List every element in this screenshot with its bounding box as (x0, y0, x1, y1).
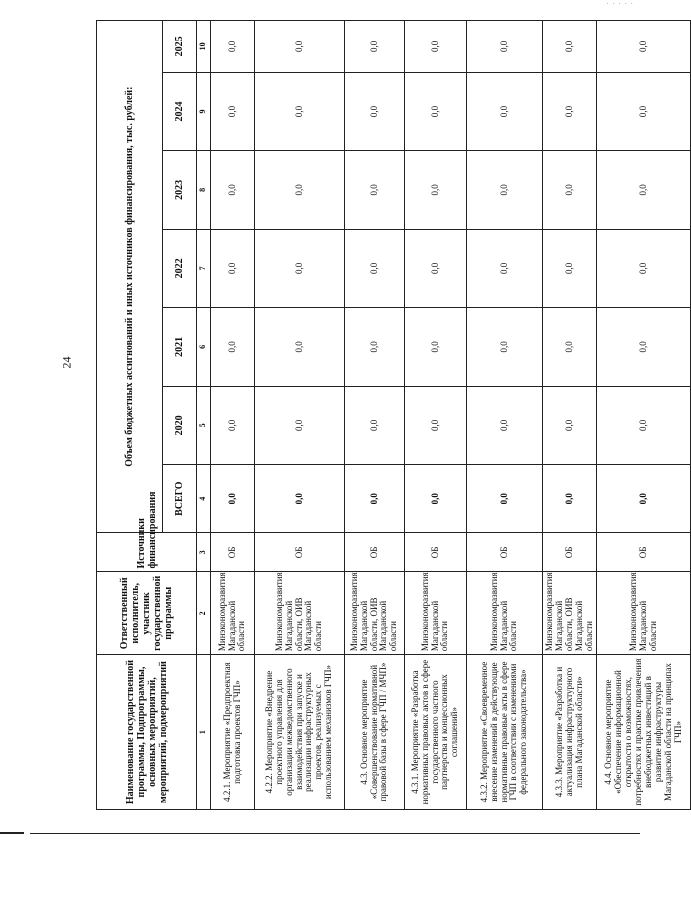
table-row (255, 21, 345, 810)
row-source-cell: ОБ (543, 533, 597, 572)
row-year-value-cell: 0,0 (405, 386, 467, 464)
table-row (405, 21, 467, 810)
row-responsible-cell: Минэкономразвития Магаданской области, ОИВ Магаданской области (543, 572, 597, 655)
row-name-cell: 4.4. Основное мероприятие «Обеспечение информационной открытости о возможностях, потребностях и практике привлечения внебюджетных инвестиций в развитие инфраструктуры Магаданской области на принципах ГЧП» (597, 655, 691, 810)
row-year-value-cell: 0,0 (211, 151, 255, 229)
row-source-cell: ОБ (467, 533, 543, 572)
row-name-cell: 4.3.1. Мероприятие «Разработка нормативных правовых актов в сфере государственного частного партнерства и концессионных соглашений» (405, 655, 467, 810)
col-index: 6 (197, 308, 211, 386)
header-responsible: Ответственный исполнитель, участник государственной программы (97, 572, 197, 655)
row-year-value-cell: 0,0 (597, 21, 691, 73)
row-year-value-cell: 0,0 (255, 21, 345, 73)
header-year: 2024 (163, 72, 197, 150)
financing-table (96, 20, 691, 810)
row-year-value-cell: 0,0 (467, 72, 543, 150)
page-bottom-rule (30, 833, 640, 834)
row-name-cell: 4.2.2. Мероприятие «Внедрение проектного управления для организации межведомственного взаимодействия при запуске и реализации инфраструктурных проектов, реализуемых с использованием механизмов ГЧП» (255, 655, 345, 810)
table-row (597, 21, 691, 810)
row-year-value-cell: 0,0 (211, 72, 255, 150)
row-year-value-cell: 0,0 (405, 229, 467, 307)
col-index: 1 (197, 655, 211, 810)
header-year: 2023 (163, 151, 197, 229)
row-year-value-cell: 0,0 (345, 21, 405, 73)
scan-edge-line (0, 832, 24, 834)
row-year-value-cell: 0,0 (597, 72, 691, 150)
row-responsible-cell: Минэкономразвития Магаданской области (405, 572, 467, 655)
table-row (543, 21, 597, 810)
index-row (197, 21, 211, 810)
row-total-cell: 0,0 (211, 465, 255, 533)
row-year-value-cell: 0,0 (597, 386, 691, 464)
col-index: 7 (197, 229, 211, 307)
col-index: 2 (197, 572, 211, 655)
row-name-cell: 4.3.2. Мероприятие «Своевременное внесение изменений в действующие нормативные правовые акты в сфере ГЧП в соответствии с изменениями федерального законодательства» (467, 655, 543, 810)
header-year: 2021 (163, 308, 197, 386)
row-year-value-cell: 0,0 (211, 21, 255, 73)
row-year-value-cell: 0,0 (467, 151, 543, 229)
row-year-value-cell: 0,0 (345, 308, 405, 386)
row-name-cell: 4.3. Основное мероприятие «Совершенствование нормативной правовой базы в сфере ГЧП / МЧП» (345, 655, 405, 810)
row-total-cell: 0,0 (405, 465, 467, 533)
row-year-value-cell: 0,0 (543, 229, 597, 307)
header-name: Наименование государственной программы, Подпрограммы, основных мероприятий, мероприятий, подмероприятий (97, 655, 197, 810)
row-total-cell: 0,0 (543, 465, 597, 533)
rotated-table (96, 20, 683, 810)
row-year-value-cell: 0,0 (543, 72, 597, 150)
row-year-value-cell: 0,0 (405, 21, 467, 73)
row-year-value-cell: 0,0 (467, 21, 543, 73)
row-year-value-cell: 0,0 (467, 308, 543, 386)
col-index: 8 (197, 151, 211, 229)
row-responsible-cell: Минэкономразвития Магаданской области (211, 572, 255, 655)
row-year-value-cell: 0,0 (597, 229, 691, 307)
row-year-value-cell: 0,0 (543, 151, 597, 229)
row-source-cell: ОБ (211, 533, 255, 572)
col-index: 3 (197, 533, 211, 572)
header-year: 2025 (163, 21, 197, 73)
row-source-cell: ОБ (345, 533, 405, 572)
header-year: 2022 (163, 229, 197, 307)
row-source-cell: ОБ (255, 533, 345, 572)
row-responsible-cell: Минэкономразвития Магаданской области (467, 572, 543, 655)
table-row (345, 21, 405, 810)
row-responsible-cell: Минэкономразвития Магаданской области (597, 572, 691, 655)
page-number: 24 (59, 356, 74, 369)
col-index: 9 (197, 72, 211, 150)
row-source-cell: ОБ (405, 533, 467, 572)
row-year-value-cell: 0,0 (345, 386, 405, 464)
row-total-cell: 0,0 (597, 465, 691, 533)
table-row (467, 21, 543, 810)
row-year-value-cell: 0,0 (543, 386, 597, 464)
row-year-value-cell: 0,0 (543, 308, 597, 386)
row-year-value-cell: 0,0 (543, 21, 597, 73)
row-year-value-cell: 0,0 (255, 151, 345, 229)
table-container (96, 20, 683, 810)
row-name-cell: 4.2.1. Мероприятие «Предпроектная подготовка проектов ГЧП» (211, 655, 255, 810)
header-year: ВСЕГО (163, 465, 197, 533)
row-year-value-cell: 0,0 (405, 72, 467, 150)
row-year-value-cell: 0,0 (211, 386, 255, 464)
col-index: 4 (197, 465, 211, 533)
row-name-cell: 4.3.3. Мероприятие «Разработка и актуализация инфраструктурного плана Магаданской области» (543, 655, 597, 810)
row-total-cell: 0,0 (255, 465, 345, 533)
row-year-value-cell: 0,0 (255, 72, 345, 150)
row-responsible-cell: Минэкономразвития Магаданской области, ОИВ Магаданской области (345, 572, 405, 655)
row-year-value-cell: 0,0 (345, 151, 405, 229)
header-year: 2020 (163, 386, 197, 464)
row-responsible-cell: Минэкономразвития Магаданской области, ОИВ Магаданской области (255, 572, 345, 655)
row-year-value-cell: 0,0 (405, 151, 467, 229)
row-year-value-cell: 0,0 (255, 386, 345, 464)
row-year-value-cell: 0,0 (255, 229, 345, 307)
scan-corner-mark: · · · · · (606, 0, 634, 8)
col-index: 10 (197, 21, 211, 73)
row-year-value-cell: 0,0 (345, 72, 405, 150)
row-year-value-cell: 0,0 (255, 308, 345, 386)
row-year-value-cell: 0,0 (597, 151, 691, 229)
row-year-value-cell: 0,0 (405, 308, 467, 386)
header-source: Источники финансирования (97, 533, 197, 572)
row-year-value-cell: 0,0 (467, 229, 543, 307)
row-total-cell: 0,0 (345, 465, 405, 533)
row-year-value-cell: 0,0 (211, 308, 255, 386)
row-year-value-cell: 0,0 (345, 229, 405, 307)
row-year-value-cell: 0,0 (211, 229, 255, 307)
row-year-value-cell: 0,0 (597, 308, 691, 386)
row-total-cell: 0,0 (467, 465, 543, 533)
table-row (211, 21, 255, 810)
header-volume: Объем бюджетных ассигнований и иных источников финансирования, тыс. рублей: (97, 21, 163, 533)
col-index: 5 (197, 386, 211, 464)
row-year-value-cell: 0,0 (467, 386, 543, 464)
row-source-cell: ОБ (597, 533, 691, 572)
